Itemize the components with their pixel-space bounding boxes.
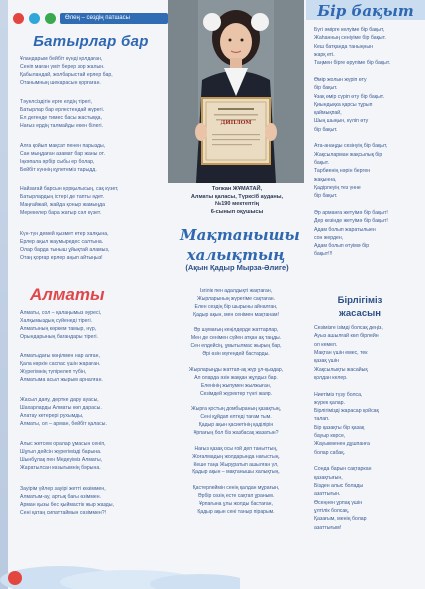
poem-batyrlar-stanza-1: Ұландарым бейбіт күнді қолдаған, Сеніп маған үміт берер зор жалын. Қабыландай, жолбарыстай ерлер бар, Отанымның шекарасын қорғаған. <box>20 56 113 86</box>
blue-dot <box>29 13 40 24</box>
poem-batyrlar-stanza-2: Тәуелсіздігін ерге елдің тірегі, Батырлар бар ерлестендай жүрегі. Ел дегенде тимес басы жастыққа, Нағыз ердің талмайды екен білегі. <box>20 99 105 129</box>
poem-maktanyshy-body: Ізгілік пен адалдықті жақтаған, Жырларының жүрегіме сақтаған. Елен сездің бір шырыны айналған, Қадыр ақын, мен сенімен мақтанам! Әр шумағың кеңілдерде жаттарлар, Мен де сенімен сүйен атқан ақ таңды. Сен елдейсің, ұмытылмас жырың бар, Әрі өзін мүгендей бастарды. Жырларыңды жаттап-ақ жүр ұл-қыздар, Ал оларда әзін жаққан жұлдыз бар. Еленінің жыпумен жылжыған, Сезімдей жүректер түнгі жаяр. Жырға қостың домбыраның қазақтың, Сені құйдап елтеді тағам тым. Қадыр ақын қасиетінің қаділірін Ұрпағың бол біз жазбасақ жазатын? Нағыз қазақ осы ғой деп таныттың, Жоғалмадың жолдарында нағыстың. Кеше таңа Жыруратып ашылған үл, Қадыр ақын – мақтанышы халықтың. Қастерлеймін сенің қалдан мұрағын, Әрбір сөзің есте сақтап ұраным. Ұрпағына ұлы жолды бастаған, Қадыр ақын сені таныр пірарым. <box>188 288 284 515</box>
poem-batyrlar-stanza-4: Найзағай барсын қорқылысың, сақ күзет, Батырлардың істері де тапты әдет. Маңғайжай, жайда қоныр жамыңда Мерекелер бара жатыр сәл күзет. <box>20 186 119 216</box>
poem-title-batyrlar: Батырлар бар <box>33 33 149 50</box>
poem-almaty-stanza-1: Алматы, сол – қалаңымыз әуресі, Халқымыздың сүйенеді тірегі. Алматының көркем тамыр, нүр, Орындарының багандары тірегі. <box>20 310 102 340</box>
red-dot <box>13 13 24 24</box>
student-portrait-illustration <box>168 0 304 183</box>
section-tag: Өлең – сөздің патшасы <box>60 13 168 24</box>
poem-title-birligimiz: Бірлігіміз жасасын <box>337 295 383 320</box>
poem-bir-bakyt-body: Бүгі әмірге келуіме бір бақыт, Жаһанның сеніуіме бір бақыт. Кеш батқанда таныңнын жарқ еті. Таңмен бірге өрупіме бір бақыт. Өмір жолын жүріп өту бір бақыт. Ұзақ өмір сүріп өту бір бақыт. Қиындықка қарсы тұрып қаймықпай, Шың шыңын, күліп өту бір бақыт. Ата-анаңды сезінуің бір бақыт, Жақсыларман жақсылық бір бақыт. Тарбиенің нәрін берген жақынна, Қадірлеуің тез үнне бір бақыт. Әр арманға жетуімә бір бақыт! Дер кезінде жетуімә бір бақыт! Адам болып жаратылыен сон жерден, Адам болып өтуімә бір бақыт!!! <box>314 27 391 258</box>
cloud-decoration <box>0 548 240 589</box>
poem-title-bir-bakyt: Бір бақыт <box>317 2 414 20</box>
student-photo <box>168 0 304 183</box>
poem-title-maktanyshy: Мақтанышы халықтың <box>180 226 300 265</box>
poem-batyrlar-stanza-3: Алға қойып мақсат пенен парызды, Сан мыңдаған азамат бар жаны от. Іңкәпала әрбір сыбы ер болар, Бейбіт күннің кұпетеміз тарыдд. <box>20 143 106 173</box>
page-number-badge <box>8 571 22 585</box>
poem-batyrlar-stanza-5: Күн-түн демей қызмет етер халқына, Ерлер ақыл жаумыредес салтына. Олар барда тыныш ұйықтай аламыз, Отаң қорғар ерлер аңып айтыңыз! <box>20 231 110 261</box>
poem-almaty-stanza-4: Алыс жетсем оралар ұмасын сеніп, Шұғыл дейсін жүрегімізді барына. Шынбұлақ пен Медеуіміз Алматы, Жаратылсан көзыгымнің бәрына. <box>20 441 106 471</box>
poem-almaty-stanza-2: Алматыдағы көңілмен нар алған, Қала көркін саспас үшін жараған. Жүрегімнің түпірелеп түбін, Алматыма асыл жырым арналған. <box>20 353 103 383</box>
poem-title-almaty: Алматы <box>30 285 105 304</box>
diploma-title: ДИПЛОМ <box>220 120 252 126</box>
poem-almaty-stanza-3: Жасыл даяу, дертке дару ауасы, Шахарларды Алматы көп дарасы. Алатау кетерері рухымды, Алматы, ол – арман, бейбіт қаласы. <box>20 397 107 427</box>
poem-birligimiz-body: Сезімізге ізімді болсақ деңіз, Ауыз ашылғай көл бірлейн ол кемел. Мақтан үшін емес, тек қазақ үшін Жақсылықты жасайық қолдан келер. Ниетіміз түзу болса, жүрек қалар. Бірлігімізді жарасар қойсақ талап. Бір қазақты бір қазақ бауыр көрсе, Жауыкменен дұшпанға болар сабақ. Сонда барын сақтаркан қазақтығын, Бізден алыс болады азаттығын. Өсеңнен ұрпақ үшін ұлтілік болсақ, Қазағым, менің болар азаттығым! <box>314 325 383 531</box>
student-caption: Тоғжан ЖҰМАТАЙ, Алматы қаласы, Түрксіб ауданы, №190 мектептің 6-сынып оқушысы <box>190 186 284 215</box>
page-binding-strip <box>0 0 8 589</box>
poem-subtitle-kadyr: (Ақын Қадыр Мырза-Әлиге) <box>185 263 289 272</box>
poem-almaty-stanza-5: Зауірім үйлер зауірі жетті көзіммен, Алматым-ау, артық бағы өзіммен. Арман қызы бес қыймастік жыр жазды, Сені қатаң сипаттаймын сөзіммен?! <box>20 486 114 516</box>
green-dot <box>45 13 56 24</box>
